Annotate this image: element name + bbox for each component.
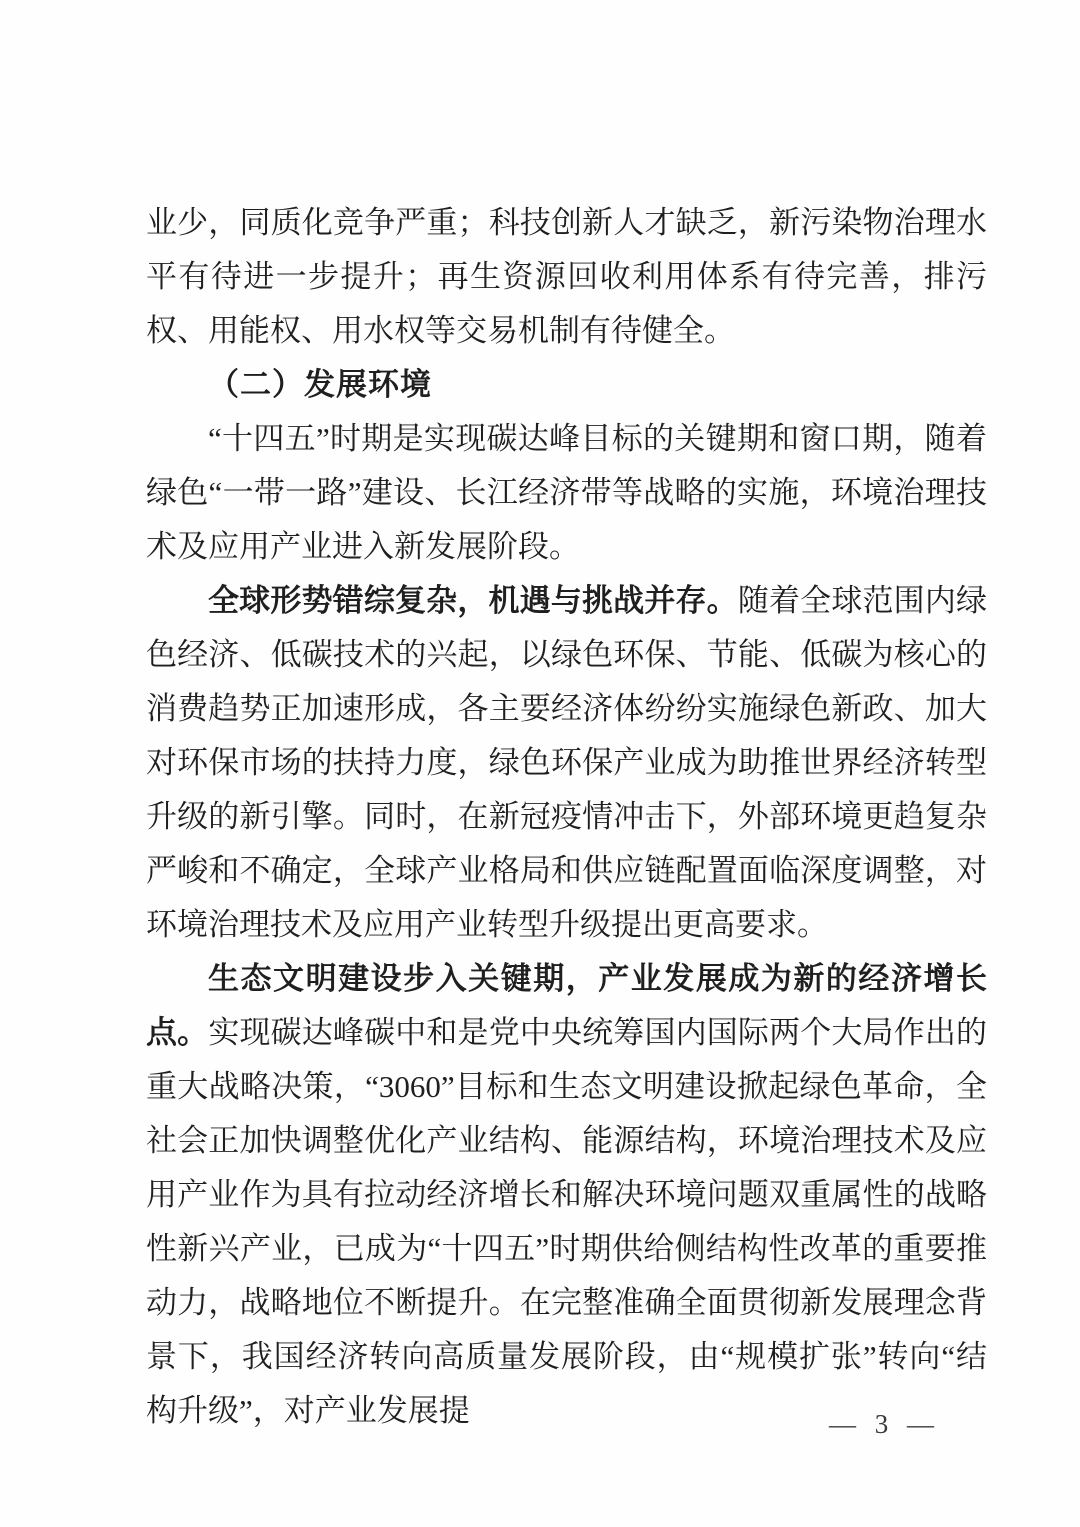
paragraph-global-situation xyxy=(146,574,987,952)
paragraph-lead-bold: 全球形势错综复杂，机遇与挑战并存。 xyxy=(208,583,738,618)
paragraph-ecology-construction xyxy=(146,952,987,1438)
page-number: — 3 — xyxy=(829,1409,940,1439)
paragraph-text: 随着全球范围内绿色经济、低碳技术的兴起，以绿色环保、节能、低碳为核心的消费趋势正加速形成，各主要经济体纷纷实施绿色新政、加大对环保市场的扶持力度，绿色环保产业成为助推世界经济转型升级的新引擎。同时，在新冠疫情冲击下，外部环境更趋复杂严峻和不确定，全球产业格局和供应链配置面临深度调整，对环境治理技术及应用产业转型升级提出更高要求。 xyxy=(146,583,988,942)
document-body xyxy=(146,196,987,1438)
paragraph-lead-bold: 生态文明建设步入关键期，产业发展成为新的经济增长点。 xyxy=(146,961,987,1050)
paragraph-text: 实现碳达峰碳中和是党中央统筹国内国际两个大局作出的重大战略决策，“3060”目标和生态文明建设掀起绿色革命，全社会正加快调整优化产业结构、能源结构，环境治理技术及应用产业作为具有拉动经济增长和解决环境问题双重属性的战略性新兴产业，已成为“十四五”时期供给侧结构性改革的重要推动力，战略地位不断提升。在完整准确全面贯彻新发展理念背景下，我国经济转向高质量发展阶段，由“规模扩张”转向“结构升级”，对产业发展提 xyxy=(146,1015,988,1428)
section-heading: （二）发展环境 xyxy=(208,367,432,402)
paragraph-continuation: 业少，同质化竞争严重；科技创新人才缺乏，新污染物治理水平有待进一步提升；再生资源回收利用体系有待完善，排污权、用能权、用水权等交易机制有待健全。 xyxy=(146,205,987,348)
paragraph-development-env: “十四五”时期是实现碳达峰目标的关键期和窗口期，随着绿色“一带一路”建设、长江经济带等战略的实施，环境治理技术及应用产业进入新发展阶段。 xyxy=(146,421,987,564)
